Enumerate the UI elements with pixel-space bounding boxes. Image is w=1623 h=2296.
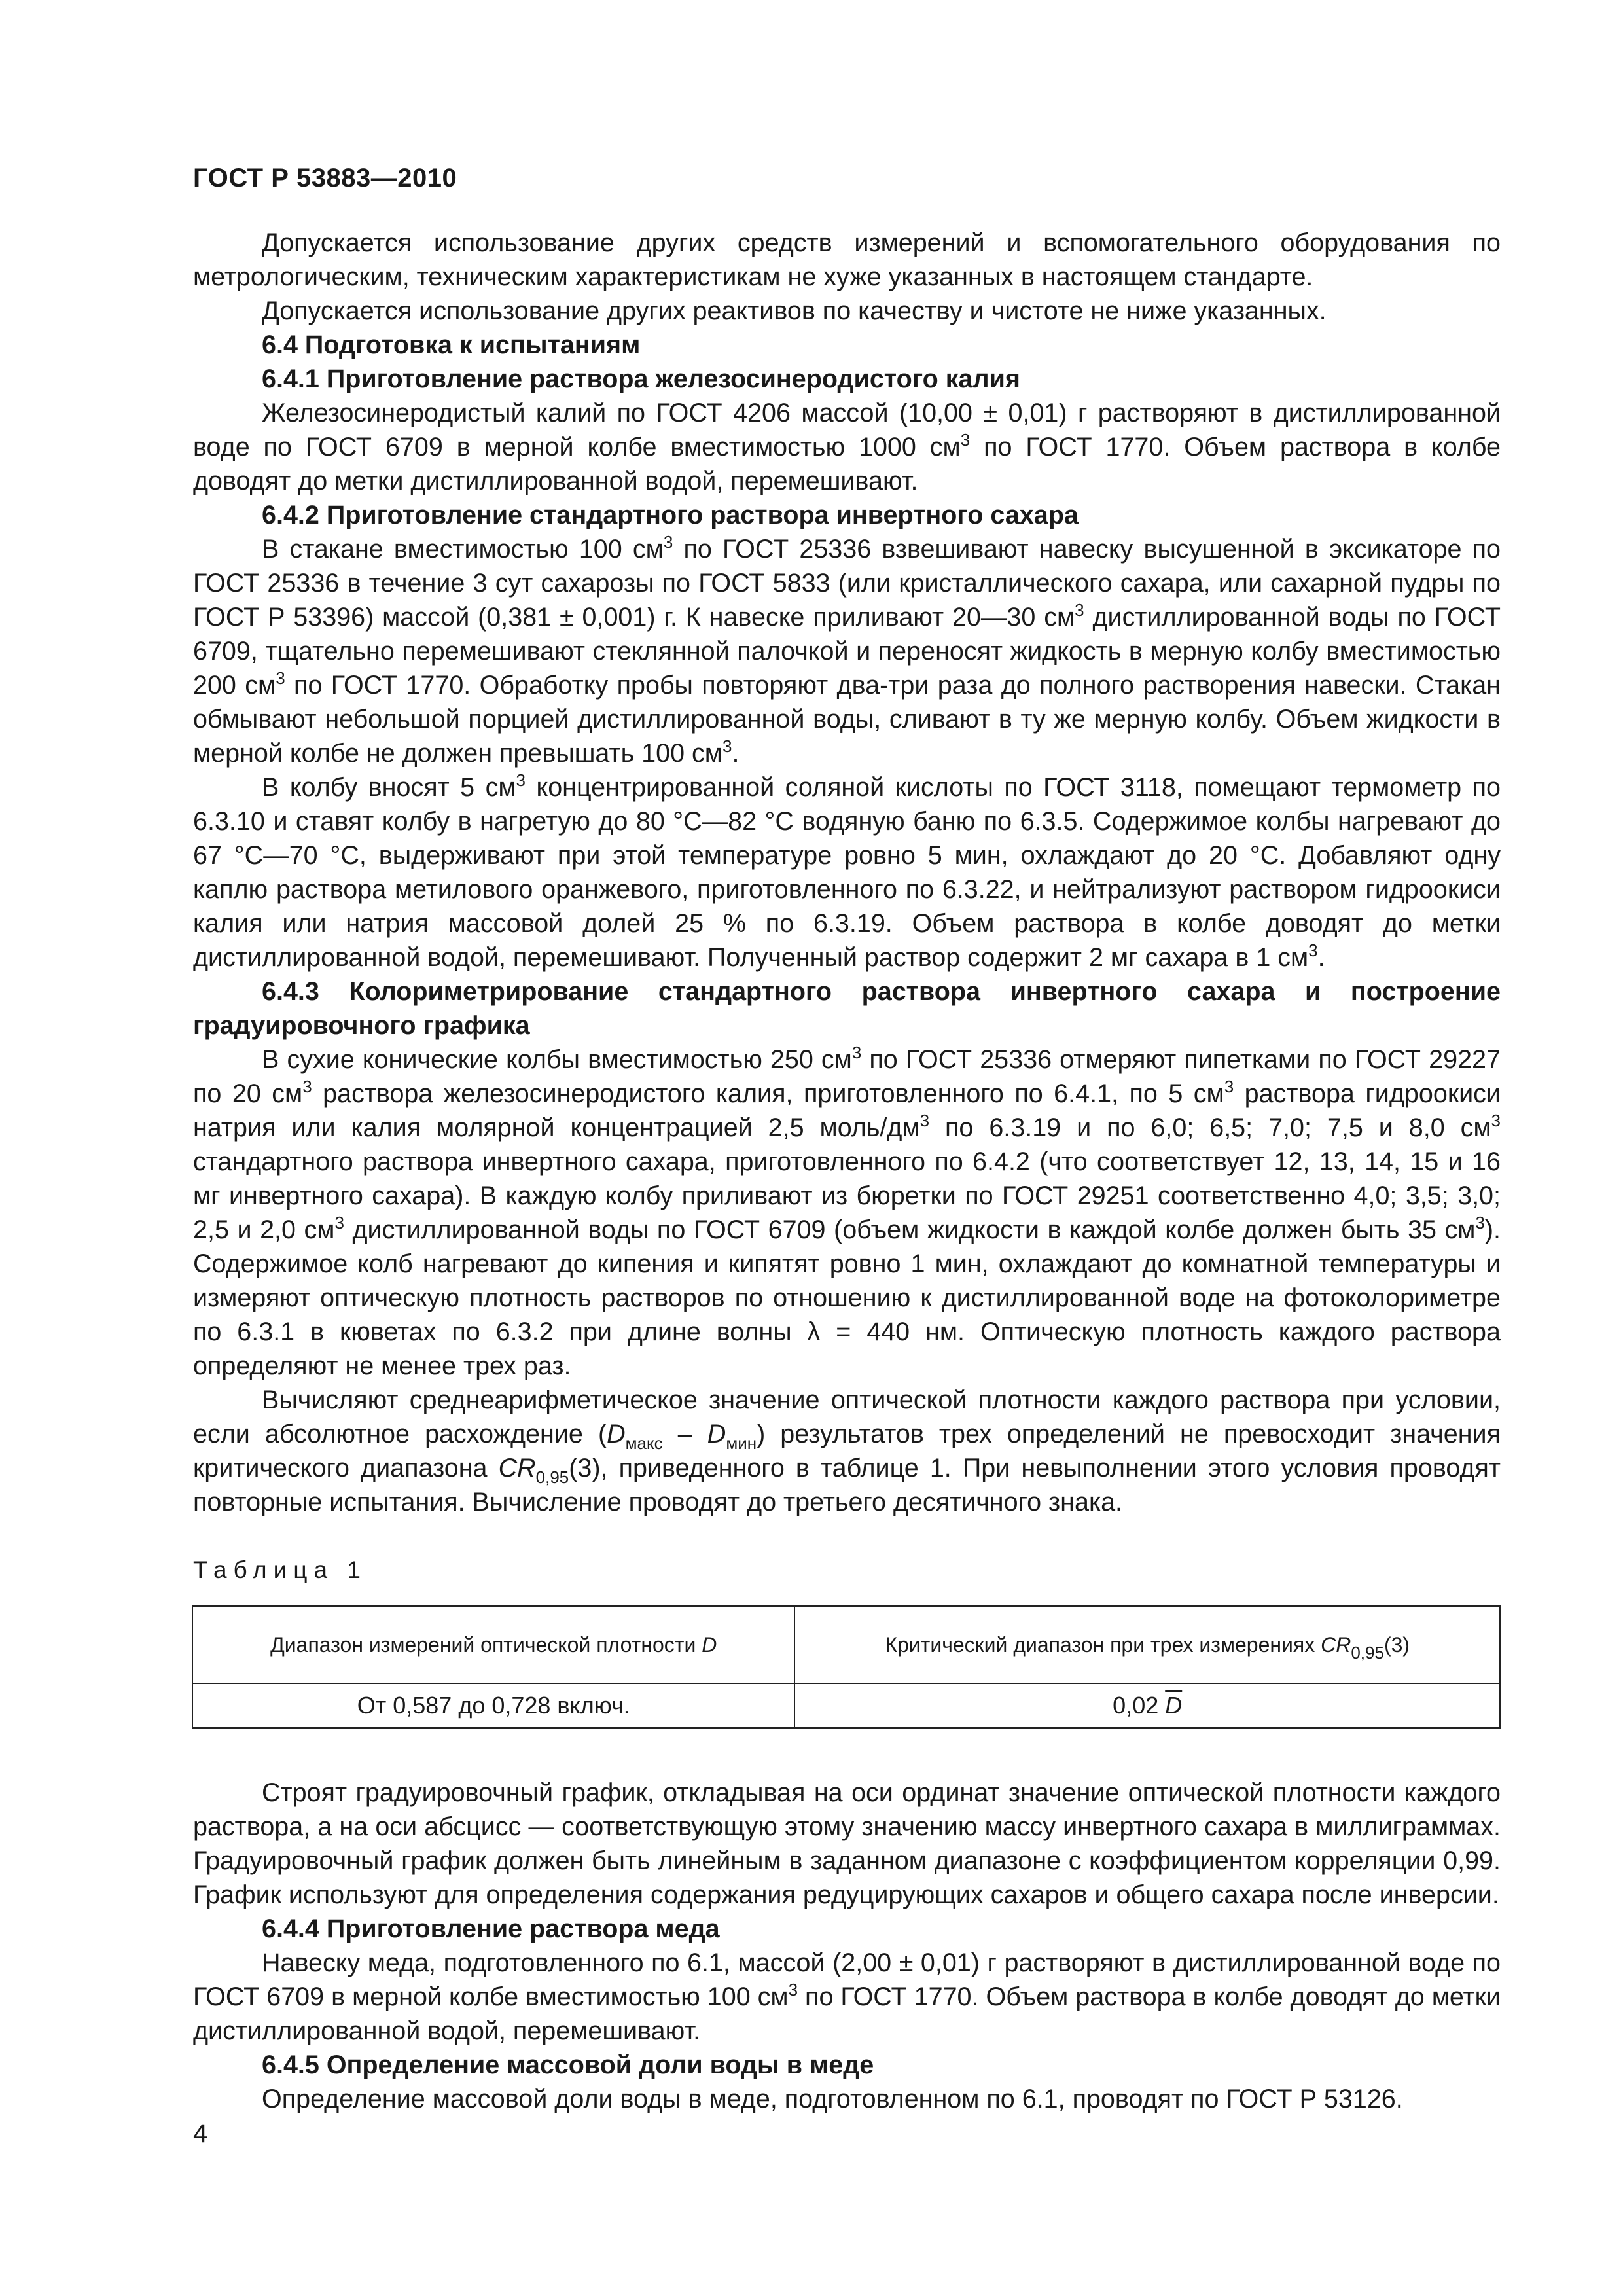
table-header-row	[192, 1606, 1500, 1683]
paragraph-reagents-note: Допускается использование других реактивов по качеству и чистоте не ниже указанных.	[262, 296, 1327, 325]
section-heading-6-4-4: 6.4.4 Приготовление раствора меда	[262, 1914, 720, 1943]
paragraph-calibration-graph: Строят градуировочный график, откладывая на оси ординат значение оптической плотности каждого раствора, а на оси абсцисс — соответствующую этому значению массу инвертного сахара в миллиграммах. Градуировочный график должен быть линейным в заданном диапазоне с коэффициентом корреляции 0,99. График используют для определения содержания редуцирующих сахаров и общего сахара после инверсии.	[193, 1778, 1501, 1909]
paragraph-6-4-5: Определение массовой доли воды в меде, подготовленном по 6.1, проводят по ГОСТ Р 53126.	[262, 2085, 1403, 2113]
section-heading-6-4: 6.4 Подготовка к испытаниям	[262, 331, 641, 359]
paragraph-6-4-1: Железосинеродистый калий по ГОСТ 4206 массой (10,00 ± 0,01) г растворяют в дистиллированной воде по ГОСТ 6709 в мерной колбе вместимостью 1000 $см^3$ по ГОСТ 1770. Объем раствора в колбе доводят до метки дистиллированной водой, перемешивают.	[193, 399, 1501, 495]
paragraph-6-4-3-a: В сухие конические колбы вместимостью 250 $см^3$ по ГОСТ 25336 отмеряют пипетками по ГОСТ 29227 по 20 $см^3$ раствора железосинеродистого калия, приготовленного по 6.4.1, по 5 $см^3$ раствора гидроокиси натрия или калия молярной концентрацией 2,5 моль/$дм^3$ по 6.3.19 и по 6,0; 6,5; 7,0; 7,5 и 8,0 $см^3$ стандартного раствора инвертного сахара, приготовленного по 6.4.2 (что соответствует 12, 13, 14, 15 и 16 мг инвертного сахара). В каждую колбу приливают из бюретки по ГОСТ 29251 соответственно 4,0; 3,5; 3,0; 2,5 и 2,0 $см^3$ дистиллированной воды по ГОСТ 6709 (объем жидкости в каждой колбе должен быть 35 $см^3$). Содержимое колб нагревают до кипения и кипятят ровно 1 мин, охлаждают до комнатной температуры и измеряют оптическую плотность растворов по отношению к дистиллированной воде на фотоколориметре по 6.3.1 в кюветах по 6.3.2 при длине волны λ = 440 нм. Оптическую плотность каждого раствора определяют не менее трех раз.	[193, 1043, 1501, 1380]
paragraph-6-4-2-a: В стакане вместимостью 100 $см^3$ по ГОСТ 25336 взвешивают навеску высушенной в эксикаторе по ГОСТ 25336 в течение 3 сут сахарозы по ГОСТ 5833 (или кристаллического сахара, или сахарной пудры по ГОСТ Р 53396) массой (0,381 ± 0,001) г. К навеске приливают 20—30 $см^3$ дистиллированной воды по ГОСТ 6709, тщательно перемешивают стеклянной палочкой и переносят жидкость в мерную колбу вместимостью 200 $см^3$ по ГОСТ 1770. Обработку пробы повторяют два-три раза до полного растворения навески. Стакан обмывают небольшой порцией дистиллированной воды, сливают в ту же мерную колбу. Объем жидкости в мерной колбе не должен превышать 100 $см^3$.	[193, 532, 1501, 768]
paragraph-6-4-2-b: В колбу вносят 5 $см^3$ концентрированной соляной кислоты по ГОСТ 3118, помещают термометр по 6.3.10 и ставят колбу в нагретую до 80 °С—82 °С водяную баню по 6.3.5. Содержимое колбы нагревают до 67 °С—70 °С, выдерживают при этой температуре ровно 5 мин, охлаждают до 20 °С. Добавляют одну каплю раствора метилового оранжевого, приготовленного по 6.3.22, и нейтрализуют раствором гидроокиси калия или натрия массовой долей 25 % по 6.3.19. Объем раствора в колбе доводят до метки дистиллированной водой, перемешивают. Полученный раствор содержит 2 мг сахара в 1 $см^3$.	[193, 770, 1501, 972]
section-heading-6-4-2: 6.4.2 Приготовление стандартного раствора инвертного сахара	[262, 501, 1079, 529]
section-heading-6-4-3: 6.4.3 Колориметрирование стандартного раствора инвертного сахара и построение градуировочного графика	[193, 977, 1501, 1040]
table-1	[192, 1605, 1501, 1729]
section-heading-6-4-1: 6.4.1 Приготовление раствора железосинеродистого калия	[262, 365, 1020, 393]
paragraph-equipment-note: Допускается использование других средств измерений и вспомогательного оборудования по метрологическим, техническим характеристикам не хуже указанных в настоящем стандарте.	[193, 228, 1501, 291]
table-cell-range-value: От 0,587 до 0,728 включ.	[192, 1683, 794, 1728]
page-number: 4	[193, 2119, 208, 2148]
table-cell-critical-value: 0,02 $\overline{D}$	[794, 1683, 1500, 1728]
section-heading-6-4-5: 6.4.5 Определение массовой доли воды в меде	[262, 2051, 874, 2079]
paragraph-6-4-3-b: Вычисляют среднеарифметическое значение оптической плотности каждого раствора при условии, если абсолютное расхождение $(D_{макс} - D_{мин})$ результатов трех определений не превосходит значения критического диапазона $CR_{0,95}(3)$, приведенного в таблице 1. При невыполнении этого условия проводят повторные испытания. Вычисление проводят до третьего десятичного знака.	[193, 1386, 1501, 1516]
table-header-critical-range: Критический диапазон при трех измерениях $CR_{0,95}(3)$	[794, 1606, 1500, 1683]
table-header-range: Диапазон измерений оптической плотности D	[192, 1606, 794, 1683]
paragraph-6-4-4: Навеску меда, подготовленного по 6.1, массой (2,00 ± 0,01) г растворяют в дистиллированной воде по ГОСТ 6709 в мерной колбе вместимостью 100 $см^3$ по ГОСТ 1770. Объем раствора в колбе доводят до метки дистиллированной водой, перемешивают.	[193, 1948, 1501, 2045]
table-caption: Таблица 1	[193, 1556, 367, 1583]
document-body	[193, 226, 1501, 2116]
document-code-header: ГОСТ Р 53883—2010	[193, 164, 457, 192]
table-row	[192, 1683, 1500, 1728]
